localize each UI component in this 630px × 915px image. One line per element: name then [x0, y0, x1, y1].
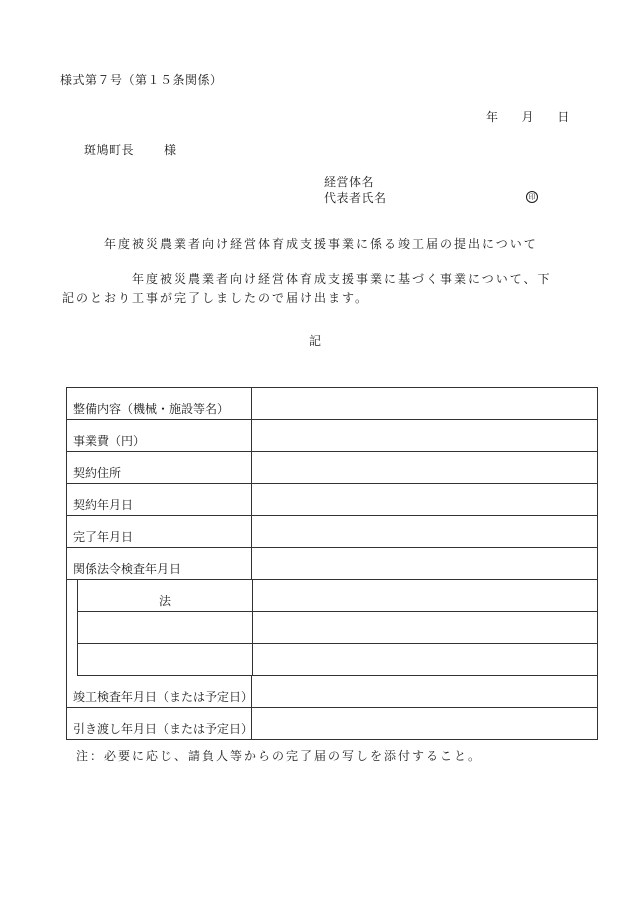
seal-mark: 印: [526, 191, 538, 203]
row-label: 事業費（円）: [73, 434, 146, 448]
row-label: 引き渡し年月日（または予定日）: [73, 722, 254, 736]
table-row: [67, 708, 597, 739]
row-label: 竣工検査年月日（または予定日）: [73, 690, 254, 704]
document-body: [62, 270, 574, 308]
table-row: [67, 676, 597, 708]
law-subrow: [77, 644, 597, 676]
row-value-cell[interactable]: [251, 484, 597, 515]
date-month-label: 月: [521, 110, 534, 124]
addressee-office: 斑鳩町長: [84, 143, 135, 157]
table-row: [67, 452, 597, 484]
row-value-cell[interactable]: [252, 580, 597, 611]
table-row: [67, 484, 597, 516]
row-value-cell[interactable]: [252, 644, 597, 675]
table-row: [67, 420, 597, 452]
law-indent-column: [67, 580, 77, 674]
date-year-label: 年: [486, 110, 499, 124]
row-value-cell[interactable]: [251, 452, 597, 483]
ki-heading: 記: [309, 334, 322, 348]
row-label: 整備内容（機械・施設等名）: [73, 402, 230, 416]
row-label: 契約年月日: [73, 498, 134, 512]
row-label: 関係法令検査年月日: [73, 562, 182, 576]
body-line-1: 年度被災農業者向け経営体育成支援事業に基づく事業について、下: [132, 272, 552, 286]
row-value-cell[interactable]: [251, 708, 597, 739]
row-label: 契約住所: [73, 466, 122, 480]
date-day-label: 日: [557, 110, 570, 124]
addressee-honorific: 様: [164, 143, 177, 157]
table-row: [67, 548, 597, 580]
row-label: 完了年月日: [73, 530, 134, 544]
row-value-cell[interactable]: [251, 388, 597, 419]
law-subrow: [77, 612, 597, 644]
table-row: [67, 516, 597, 548]
table-row: [67, 388, 597, 420]
row-value-cell[interactable]: [251, 676, 597, 707]
body-line-2: 記のとおり工事が完了しましたので届け出ます。: [62, 291, 370, 305]
footnote: 注：必要に応じ、請負人等からの完了届の写しを添付すること。: [76, 749, 483, 763]
form-number: 様式第７号（第１５条関係）: [60, 73, 223, 87]
law-subheader-label: 法: [158, 594, 171, 608]
report-table: [66, 387, 598, 740]
row-value-cell[interactable]: [251, 548, 597, 579]
row-value-cell[interactable]: [252, 612, 597, 643]
date-line: [486, 111, 569, 123]
document-title: 年度被災農業者向け経営体育成支援事業に係る竣工届の提出について: [104, 237, 538, 251]
row-value-cell[interactable]: [251, 516, 597, 547]
law-subheader-row: [77, 580, 597, 612]
representative-name-label: 代表者氏名: [324, 191, 387, 205]
applicant-block: [324, 176, 387, 208]
row-value-cell[interactable]: [251, 420, 597, 451]
entity-name-label: 経営体名: [324, 175, 375, 189]
addressee: [84, 144, 177, 156]
